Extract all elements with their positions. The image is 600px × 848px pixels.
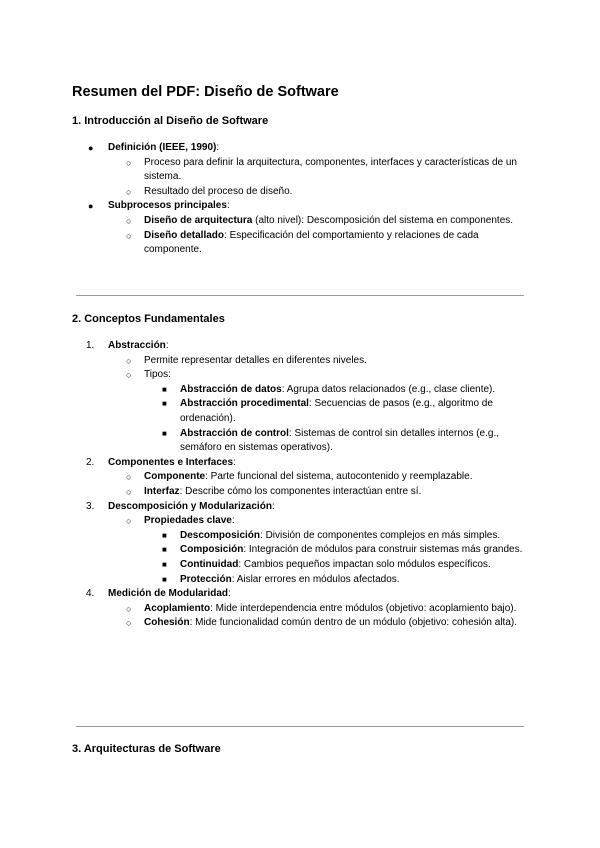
list-item-abstraccion-tipos bbox=[72, 368, 528, 383]
item-text: : División de componentes complejos en más simples. bbox=[260, 529, 501, 541]
list-item-abstraccion bbox=[72, 339, 528, 354]
bullet-square-icon: ■ bbox=[162, 559, 167, 569]
bullet-circle-icon: ○ bbox=[126, 516, 132, 527]
list-item-definicion-resultado bbox=[72, 185, 528, 200]
term-abstraccion: Abstracción bbox=[108, 340, 166, 351]
bullet-square-icon: ■ bbox=[162, 384, 167, 394]
list-item-acoplamiento bbox=[72, 602, 528, 617]
term-diseno-detallado: Diseño detallado bbox=[144, 229, 225, 241]
term-subprocesos: Subprocesos principales bbox=[108, 200, 227, 212]
list-item-abstraccion-niveles bbox=[72, 354, 528, 369]
bullet-disc-icon: ● bbox=[88, 143, 94, 153]
term-cohesion: Cohesión bbox=[144, 617, 190, 629]
bullet-circle-icon: ○ bbox=[126, 186, 132, 197]
list-item-abstraccion-datos bbox=[72, 383, 528, 398]
list-number: 2. bbox=[86, 456, 95, 468]
list-number: 1. bbox=[86, 340, 95, 351]
list-item-cohesion bbox=[72, 616, 528, 631]
item-text: (alto nivel): Descomposición del sistema en componentes. bbox=[252, 214, 514, 226]
bullet-square-icon: ■ bbox=[162, 399, 167, 409]
item-text: Proceso para definir la arquitectura, componentes, interfaces y características de un sistema. bbox=[144, 156, 517, 183]
list-item-descomposicion bbox=[72, 529, 528, 544]
section-heading-arquitecturas: 3. Arquitecturas de Software bbox=[72, 743, 221, 755]
list-item-proteccion bbox=[72, 573, 528, 588]
term-abstraccion-control: Abstracción de control bbox=[180, 427, 289, 439]
bullet-circle-icon: ○ bbox=[126, 486, 132, 497]
item-text: : Aislar errores en módulos afectados. bbox=[231, 573, 400, 585]
list-item-abstraccion-control bbox=[72, 427, 528, 456]
bullet-circle-icon: ○ bbox=[126, 157, 132, 168]
section-2-content bbox=[72, 339, 528, 631]
colon: : bbox=[233, 456, 236, 468]
term-medicion-modularidad: Medición de Modularidad bbox=[108, 588, 229, 600]
item-text: : Mide interdependencia entre módulos (objetivo: acoplamiento bajo). bbox=[210, 602, 517, 614]
bullet-square-icon: ■ bbox=[162, 530, 167, 540]
colon: : bbox=[271, 500, 275, 512]
colon: : bbox=[228, 588, 231, 600]
list-item-medicion-modularidad bbox=[72, 587, 528, 602]
term-continuidad: Continuidad bbox=[180, 558, 239, 570]
list-number: 3. bbox=[86, 500, 95, 512]
bullet-circle-icon: ○ bbox=[126, 355, 132, 366]
list-item-definicion bbox=[72, 141, 528, 156]
term-definicion: Definición (IEEE, 1990) bbox=[108, 142, 217, 153]
bullet-square-icon: ■ bbox=[162, 428, 167, 438]
section-heading-conceptos: 2. Conceptos Fundamentales bbox=[72, 313, 225, 325]
item-text: Resultado del proceso de diseño. bbox=[144, 185, 293, 197]
colon: : bbox=[216, 142, 220, 153]
term-descomposicion-modularizacion: Descomposición y Modularización bbox=[108, 500, 272, 512]
item-text: : Mide funcionalidad común dentro de un módulo (objetivo: cohesión alta). bbox=[189, 617, 517, 629]
horizontal-divider bbox=[76, 726, 524, 727]
item-text: : Describe cómo los componentes interactúan entre sí. bbox=[179, 485, 422, 497]
colon: : bbox=[165, 340, 169, 351]
bullet-square-icon: ■ bbox=[162, 574, 167, 584]
list-item-composicion bbox=[72, 543, 528, 558]
item-text: : Secuencias de pasos (e.g., algoritmo de ordenación). bbox=[180, 398, 493, 424]
section-heading-introduccion: 1. Introducción al Diseño de Software bbox=[72, 115, 269, 127]
list-number: 4. bbox=[86, 588, 95, 600]
list-item-descomposicion-modularizacion bbox=[72, 500, 528, 515]
list-item-definicion-proceso bbox=[72, 156, 528, 185]
bullet-circle-icon: ○ bbox=[126, 472, 132, 483]
section-1-content bbox=[72, 141, 528, 258]
bullet-circle-icon: ○ bbox=[126, 618, 132, 629]
colon: : bbox=[231, 515, 235, 527]
item-text: : Parte funcional del sistema, autocontenido y reemplazable. bbox=[205, 471, 473, 483]
term-componentes: Componentes e Interfaces bbox=[108, 456, 234, 468]
bullet-circle-icon: ○ bbox=[126, 215, 132, 226]
item-text: : Integración de módulos para construir sistemas más grandes. bbox=[243, 544, 523, 556]
list-item-componente bbox=[72, 470, 528, 485]
term-descomposicion: Descomposición bbox=[180, 529, 261, 541]
bullet-circle-icon: ○ bbox=[126, 603, 132, 614]
list-item-continuidad bbox=[72, 558, 528, 573]
item-text: Tipos: bbox=[144, 369, 171, 381]
item-text: : Especificación del comportamiento y relaciones de cada componente. bbox=[144, 229, 479, 256]
item-text: Permite representar detalles en diferentes niveles. bbox=[144, 354, 367, 366]
document-title: Resumen del PDF: Diseño de Software bbox=[72, 84, 339, 100]
list-item-componentes bbox=[72, 456, 528, 471]
colon: : bbox=[226, 200, 230, 212]
list-item-diseno-arquitectura bbox=[72, 214, 528, 229]
term-proteccion: Protección bbox=[180, 573, 232, 585]
list-item-propiedades-clave bbox=[72, 514, 528, 529]
item-text: : Agrupa datos relacionados (e.g., clase cliente). bbox=[281, 383, 496, 395]
term-propiedades-clave: Propiedades clave bbox=[144, 515, 232, 527]
term-abstraccion-procedimental: Abstracción procedimental bbox=[180, 398, 309, 410]
list-item-interfaz bbox=[72, 485, 528, 500]
bullet-square-icon: ■ bbox=[162, 545, 167, 555]
term-abstraccion-datos: Abstracción de datos bbox=[180, 383, 282, 395]
term-acoplamiento: Acoplamiento bbox=[144, 602, 211, 614]
term-interfaz: Interfaz bbox=[144, 485, 180, 497]
item-text: : Sistemas de control sin detalles internos (e.g., semáforo en sistemas operativos). bbox=[180, 427, 500, 454]
term-composicion: Composición bbox=[180, 544, 244, 556]
bullet-circle-icon: ○ bbox=[126, 230, 132, 241]
term-diseno-arquitectura: Diseño de arquitectura bbox=[144, 214, 253, 226]
list-item-abstraccion-procedimental bbox=[72, 397, 528, 426]
bullet-disc-icon: ● bbox=[88, 201, 94, 212]
horizontal-divider bbox=[76, 295, 524, 296]
list-item-diseno-detallado bbox=[72, 229, 528, 258]
item-text: : Cambios pequeños impactan solo módulos específicos. bbox=[238, 558, 491, 570]
list-item-subprocesos bbox=[72, 199, 528, 214]
term-componente: Componente bbox=[144, 471, 206, 483]
bullet-circle-icon: ○ bbox=[126, 370, 132, 381]
